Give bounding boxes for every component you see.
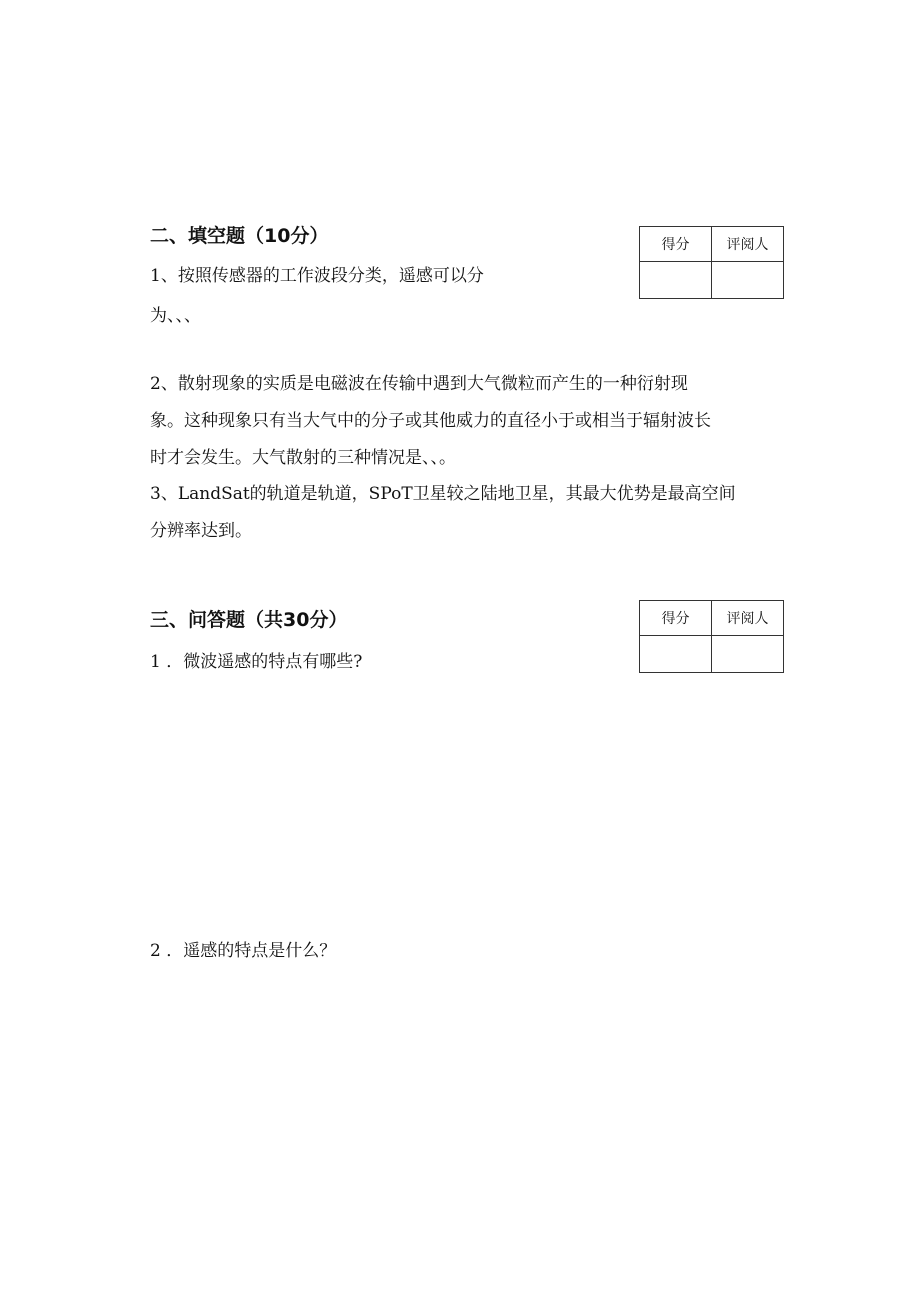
score-cell bbox=[640, 262, 712, 299]
question-3-1: 1 ．微波遥感的特点有哪些? bbox=[150, 652, 363, 672]
section-2-score-table bbox=[639, 226, 784, 299]
question-2-2-line-1: 2、散射现象的实质是电磁波在传输中遇到大气微粒而产生的一种衍射现 bbox=[150, 374, 688, 394]
score-header: 得分 bbox=[640, 227, 712, 262]
question-2-2-line-2: 象。这种现象只有当大气中的分子或其他威力的直径小于或相当于辐射波长 bbox=[150, 411, 711, 431]
score-header: 得分 bbox=[640, 601, 712, 636]
question-2-2-line-3: 时才会发生。大气散射的三种情况是、、。 bbox=[150, 448, 456, 468]
grader-header: 评阅人 bbox=[712, 227, 784, 262]
section-2-title: 二、填空题（10分） bbox=[150, 225, 329, 247]
grader-cell bbox=[712, 262, 784, 299]
question-2-1-line-2: 为、、、 bbox=[150, 306, 201, 326]
grader-cell bbox=[712, 636, 784, 673]
grader-header: 评阅人 bbox=[712, 601, 784, 636]
section-3-score-table bbox=[639, 600, 784, 673]
question-2-3-line-1: 3、LandSat的轨道是轨道，SPoT卫星较之陆地卫星，其最大优势是最高空间 bbox=[150, 484, 736, 504]
question-2-3-line-2: 分辨率达到。 bbox=[150, 521, 252, 541]
question-3-2: 2 ．遥感的特点是什么？ bbox=[150, 941, 337, 961]
section-3-title: 三、问答题（共30分） bbox=[150, 609, 348, 631]
score-cell bbox=[640, 636, 712, 673]
question-2-1-line-1: 1、按照传感器的工作波段分类，遥感可以分 bbox=[150, 266, 484, 286]
